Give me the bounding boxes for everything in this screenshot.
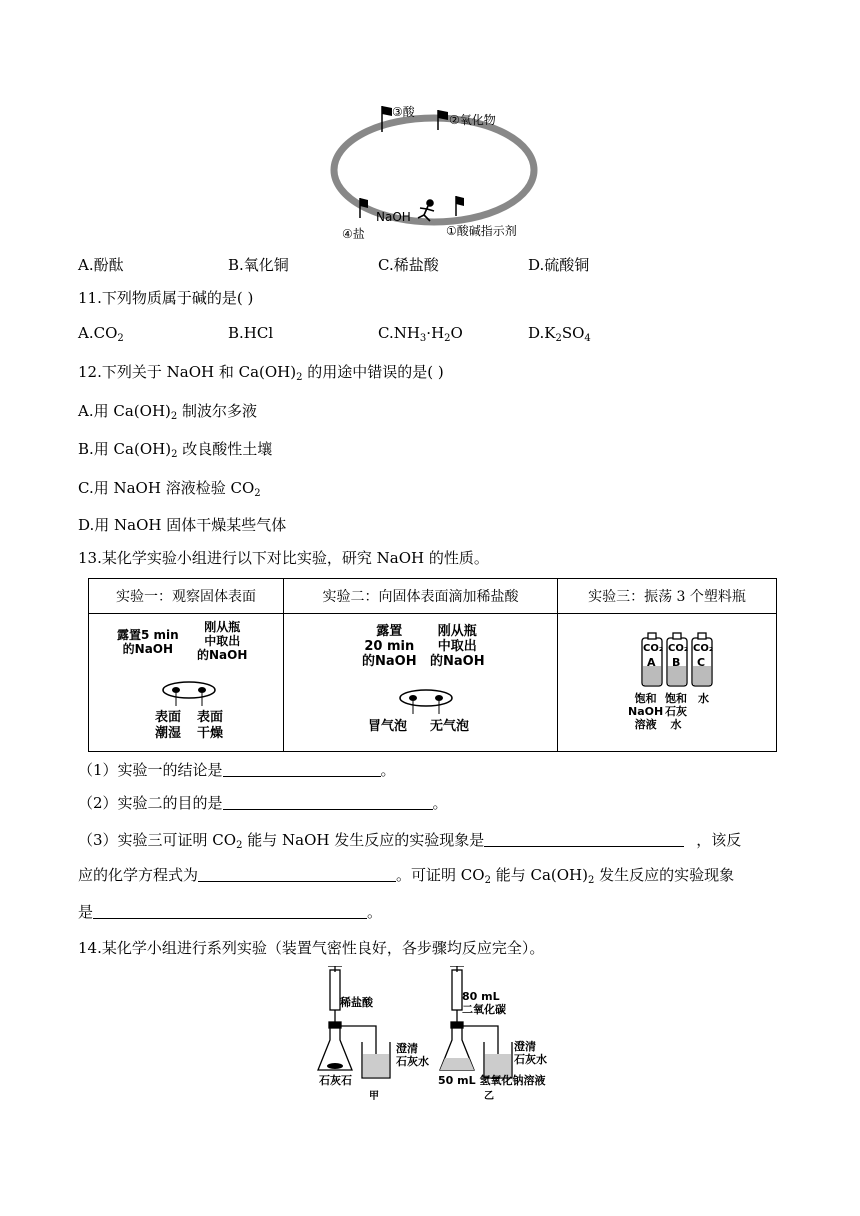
exp1-left-bottom: 表面 潮湿 <box>155 710 182 741</box>
exp2-dish-icon <box>396 684 456 714</box>
table-header-exp2: 实验二：向固体表面滴加稀盐酸 <box>284 579 558 614</box>
exp3-label-c: 水 <box>698 692 709 705</box>
answer-blank-5[interactable] <box>93 918 367 919</box>
answer-blank-1[interactable] <box>223 776 381 777</box>
q12-option-a: A.用 $Ca(OH)_2$ 制波尔多液 <box>78 402 258 422</box>
jia-solid-label: 石灰石 <box>319 1074 352 1087</box>
q13-sub3-line2: 应的化学方程式为 。可证明 $CO_2$ 能与 $Ca(OH)_2$ 发生反应的实验现象 <box>78 866 735 886</box>
exp3-figure-cell <box>558 614 777 752</box>
answer-blank-4[interactable] <box>198 881 396 882</box>
flag-salt-label: ④盐 <box>342 227 365 241</box>
q12-option-c: C.用 NaOH 溶液检验 $CO_2$ <box>78 479 261 499</box>
jia-limewater-label: 澄清 石灰水 <box>396 1042 429 1068</box>
exp3-label-a: 饱和 NaOH 溶液 <box>628 692 664 731</box>
q12-option-b: B.用 $Ca(OH)_2$ 改良酸性土壤 <box>78 440 273 460</box>
exp1-right-top: 刚从瓶 中取出 的NaOH <box>197 620 248 662</box>
flag-indicator-label: ①酸碱指示剂 <box>446 224 517 238</box>
flag-acid-label: ③酸 <box>392 105 415 119</box>
q13-stem: 13.某化学实验小组进行以下对比实验，研究 NaOH 的性质。 <box>78 549 489 567</box>
flag-oxide-label: ②氧化物 <box>449 113 496 127</box>
q10-option-b: B.氧化铜 <box>228 256 289 274</box>
exp1-left-top: 露置5 min 的NaOH <box>117 628 179 656</box>
jia-acid-label: 稀盐酸 <box>340 996 373 1009</box>
runner-icon <box>418 200 434 221</box>
exp3-bottle-a-letter: A <box>647 656 656 669</box>
table-header-exp1: 实验一：观察固体表面 <box>89 579 284 614</box>
exp2-right-bottom: 无气泡 <box>430 719 470 734</box>
q13-sub2: （2）实验二的目的是 。 <box>78 794 448 812</box>
q10-option-d: D.硫酸铜 <box>528 256 590 274</box>
exp2-right-top: 刚从瓶 中取出 的NaOH <box>430 624 485 669</box>
jia-name-label: 甲 <box>369 1091 379 1102</box>
exp2-left-bottom: 冒气泡 <box>368 719 408 734</box>
q12-option-d: D.用 NaOH 固体干燥某些气体 <box>78 516 287 534</box>
q14-apparatus-jia-icon <box>316 966 416 1086</box>
q13-sub3-line1: （3）实验三可证明 $CO_2$ 能与 NaOH 发生反应的实验现象是 ，该反 <box>78 831 742 851</box>
q11-option-d: $D.K_2SO_4$ <box>528 324 591 344</box>
q10-option-c: C.稀盐酸 <box>378 256 439 274</box>
q13-experiment-table <box>88 578 777 752</box>
exp2-left-top: 露置 20 min 的NaOH <box>362 624 417 669</box>
exp1-dish-icon <box>159 676 219 706</box>
exp2-figure-cell <box>284 614 558 752</box>
q14-stem: 14.某化学小组进行系列实验（装置气密性良好，各步骤均反应完全）。 <box>78 939 545 957</box>
exp3-bottle-b-letter: B <box>672 656 681 669</box>
yi-syringe-label: 80 mL 二氧化碳 <box>462 990 506 1016</box>
yi-limewater-label: 澄清 石灰水 <box>514 1040 547 1066</box>
q11-stem: 11.下列物质属于碱的是( ) <box>78 289 254 307</box>
q14-apparatus-yi-icon <box>438 966 538 1086</box>
q12-stem: 12.下列关于 NaOH 和 $Ca(OH)_2$ 的用途中错误的是( ) <box>78 363 444 383</box>
exp3-bottle-c-gas: CO₂ <box>693 643 714 654</box>
q13-sub3-line3: 是 。 <box>78 903 383 921</box>
q11-option-a: $A.CO_2$ <box>78 324 124 344</box>
answer-blank-2[interactable] <box>223 809 433 810</box>
yi-solution-label: 50 mL 氢氧化钠溶液 <box>438 1074 546 1087</box>
table-header-exp3: 实验三：振荡 3 个塑料瓶 <box>558 579 777 614</box>
runner-label: NaOH <box>376 210 411 224</box>
exp1-right-bottom: 表面 干燥 <box>197 710 224 741</box>
q11-option-c: $C.NH_3\cdot H_2O$ <box>378 324 463 344</box>
answer-blank-3[interactable] <box>484 846 684 847</box>
q10-option-a: A.酚酞 <box>78 256 124 274</box>
exp3-bottle-b-gas: CO₂ <box>668 643 689 654</box>
flag-indicator-icon <box>456 196 464 216</box>
q13-sub1: （1）实验一的结论是 。 <box>78 761 396 779</box>
exp3-bottle-a-gas: CO₂ <box>643 643 664 654</box>
q11-option-b: B.HCl <box>228 324 274 342</box>
exp3-label-b: 饱和 石灰 水 <box>665 692 687 731</box>
exp1-figure-cell <box>89 614 284 752</box>
yi-name-label: 乙 <box>484 1091 494 1102</box>
exp3-bottle-c-letter: C <box>697 656 706 669</box>
